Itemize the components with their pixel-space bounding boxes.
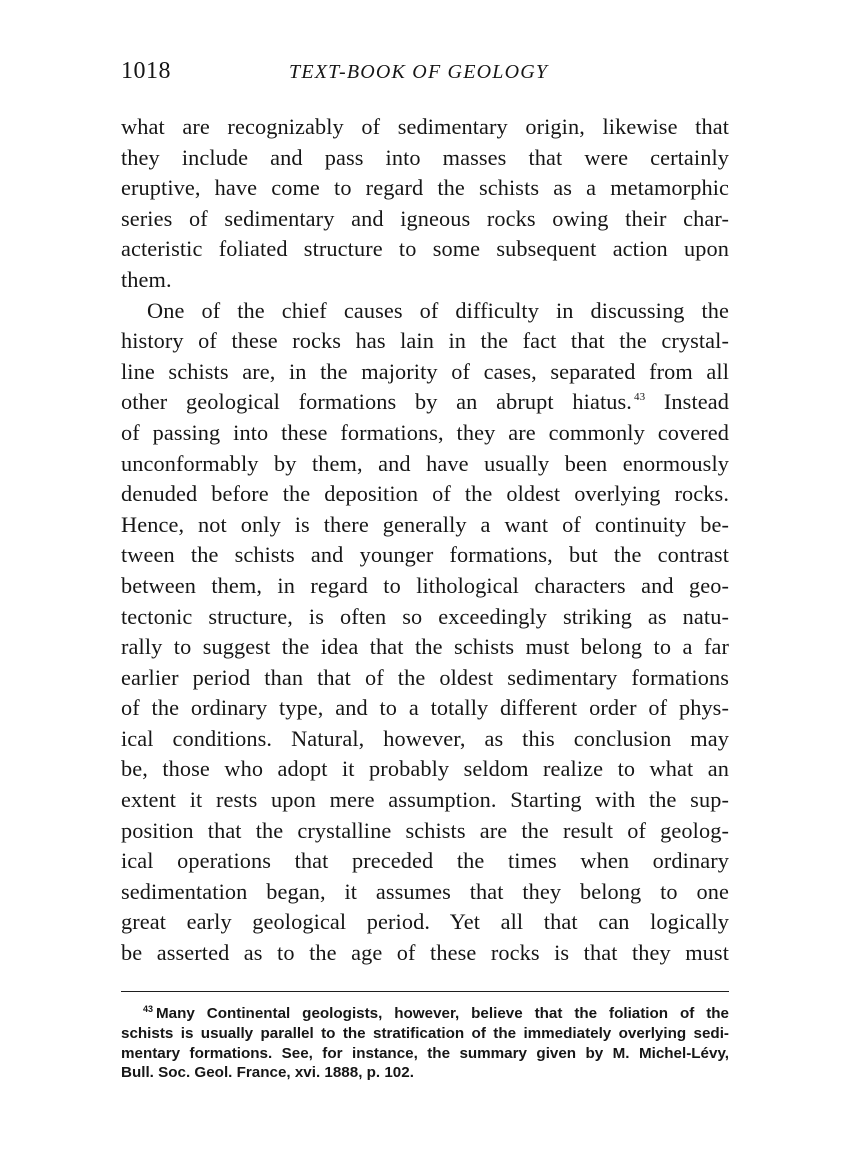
text-line: them. xyxy=(121,266,172,292)
text-line: ical operations that preceded the times when ordinary xyxy=(121,848,729,874)
text-segment: Instead xyxy=(663,389,729,415)
text-line: eruptive, have come to regard the schists as a metamorphic xyxy=(121,175,729,201)
text-line-with-footnote-ref xyxy=(121,387,729,418)
page-number: 1018 xyxy=(121,58,171,84)
text-line: be, those who adopt it probably seldom realize to what an xyxy=(121,756,729,782)
page-header xyxy=(121,58,731,92)
text-line: denuded before the deposition of the oldest overlying rocks. xyxy=(121,481,729,507)
footnote-text: Many Continental geologists, however, believe that the foliation of the xyxy=(156,1005,729,1022)
text-line: earlier period than that of the oldest sedimentary formations xyxy=(121,664,729,690)
text-line: sedimentation began, it assumes that they belong to one xyxy=(121,878,729,904)
text-line: history of these rocks has lain in the fact that the crystal- xyxy=(121,328,729,354)
footnote-divider xyxy=(121,991,729,992)
text-line: extent it rests upon mere assumption. Starting with the sup- xyxy=(121,787,729,813)
text-line: tectonic structure, is often so exceedingly striking as natu- xyxy=(121,603,729,629)
text-line: of the ordinary type, and to a totally different order of phys- xyxy=(121,695,729,721)
text-line: be asserted as to the age of these rocks is that they must xyxy=(121,940,729,966)
text-line: rally to suggest the idea that the schists must belong to a far xyxy=(121,634,729,660)
text-line: position that the crystalline schists are the result of geolog- xyxy=(121,817,729,843)
text-line: series of sedimentary and igneous rocks owing their char- xyxy=(121,205,729,231)
text-line: of passing into these formations, they are commonly covered xyxy=(121,419,729,445)
text-line: unconformably by them, and have usually been enormously xyxy=(121,450,729,476)
footnote-line: mentary formations. See, for instance, the summary given by M. Michel-Lévy, xyxy=(121,1044,729,1062)
text-line: acteristic foliated structure to some subsequent action upon xyxy=(121,236,729,262)
footnote xyxy=(121,1004,729,1083)
text-line: great early geological period. Yet all that can logically xyxy=(121,909,729,935)
paragraph-1 xyxy=(121,112,729,296)
footnote-reference[interactable]: 43 xyxy=(633,391,646,404)
running-title: TEXT-BOOK OF GEOLOGY xyxy=(289,61,549,83)
footnote-line xyxy=(121,1004,729,1024)
footnote-line: schists is usually parallel to the stratification of the immediately overlying sedi- xyxy=(121,1024,729,1042)
text-segment: other geological formations by an abrupt hiatus. xyxy=(121,389,632,415)
text-line: One of the chief causes of difficulty in discussing the xyxy=(147,297,729,323)
text-line: ical conditions. Natural, however, as this conclusion may xyxy=(121,725,729,751)
paragraph-2 xyxy=(121,296,729,969)
footnote-line: Bull. Soc. Geol. France, xvi. 1888, p. 102. xyxy=(121,1064,414,1082)
text-line: they include and pass into masses that were certainly xyxy=(121,144,729,170)
text-line: line schists are, in the majority of cases, separated from all xyxy=(121,358,729,384)
text-line: Hence, not only is there generally a want of continuity be- xyxy=(121,511,729,537)
text-line: tween the schists and younger formations, but the contrast xyxy=(121,542,729,568)
text-line: between them, in regard to lithological characters and geo- xyxy=(121,572,729,598)
text-line: what are recognizably of sedimentary origin, likewise that xyxy=(121,114,729,139)
body-text xyxy=(121,112,729,969)
footnote-marker: 43 xyxy=(143,1004,154,1014)
